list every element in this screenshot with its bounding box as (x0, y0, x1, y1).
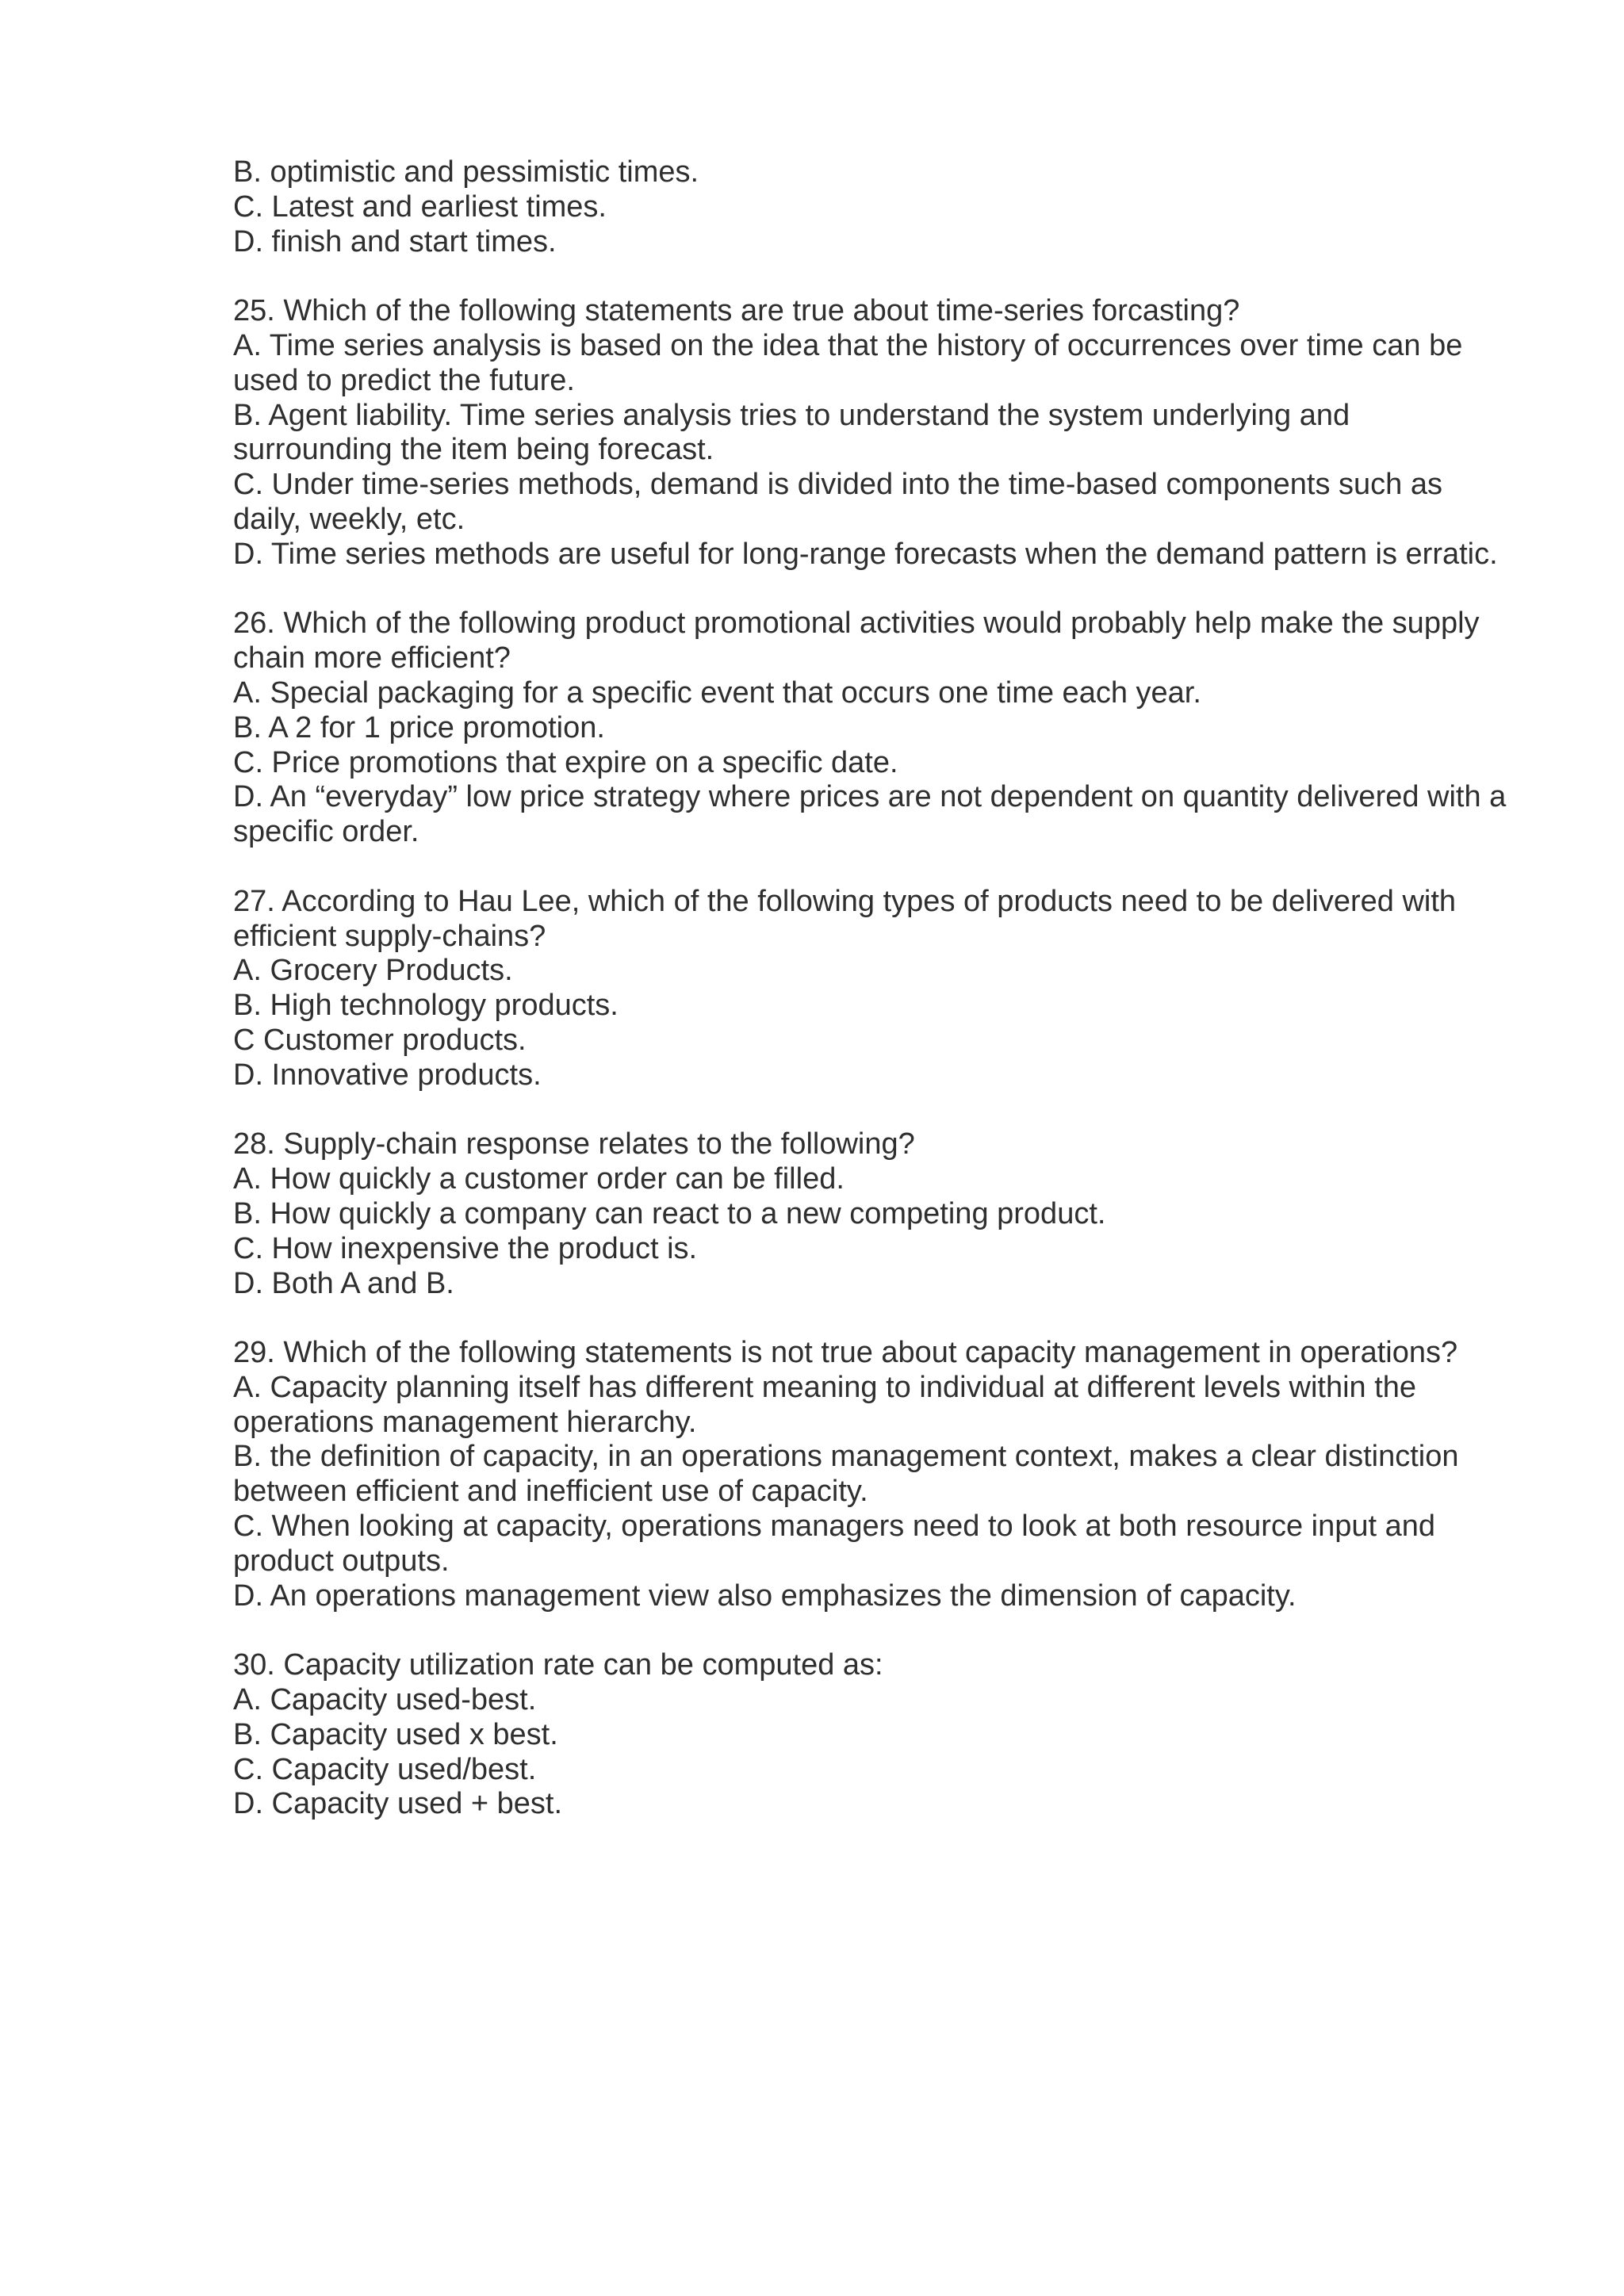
question-26-stem-line-1: 26. Which of the following product promotional activities would probably help make the supply (233, 607, 1480, 641)
question-26-option-c: C. Price promotions that expire on a specific date. (233, 745, 898, 779)
spacer (233, 1093, 1534, 1128)
question-30-option-b: B. Capacity used x best. (233, 1717, 558, 1751)
question-28-option-c: C. How inexpensive the product is. (233, 1231, 698, 1265)
question-28-option-a: A. How quickly a customer order can be filled. (233, 1162, 845, 1196)
spacer (233, 1301, 1534, 1336)
question-30-stem: 30. Capacity utilization rate can be computed as: (233, 1648, 883, 1682)
question-28-option-d: D. Both A and B. (233, 1266, 454, 1300)
question-29-option-d: D. An operations management view also emphasizes the dimension of capacity. (233, 1578, 1297, 1613)
question-29-option-b-line-2: between efficient and inefficient use of capacity. (233, 1475, 868, 1509)
option-b-line: B. optimistic and pessimistic times. (233, 155, 699, 189)
spacer (233, 850, 1534, 885)
question-28-block (233, 1127, 1534, 1301)
question-27-option-b: B. High technology products. (233, 989, 619, 1023)
question-30-option-c: C. Capacity used/best. (233, 1752, 537, 1786)
question-26-stem-line-2: chain more efficient? (233, 641, 511, 675)
question-25-option-d-line-1: D. Time series methods are useful for long-range forecasts when the demand pattern is erratic. (233, 537, 1498, 571)
option-c-line: C. Latest and earliest times. (233, 189, 607, 224)
question-29-option-a-line-1: A. Capacity planning itself has different meaning to individual at different levels within the (233, 1370, 1417, 1404)
document-content (233, 155, 1534, 1822)
spacer (233, 1613, 1534, 1648)
question-25-option-b-line-1: B. Agent liability. Time series analysis tries to understand the system underlying and (233, 398, 1350, 432)
question-25-option-c-line-2: daily, weekly, etc. (233, 502, 465, 536)
question-25-option-a-line-1: A. Time series analysis is based on the idea that the history of occurrences over time can be (233, 328, 1463, 362)
question-25-option-c-line-1: C. Under time-series methods, demand is divided into the time-based components such as (233, 468, 1442, 502)
question-29-option-c-line-1: C. When looking at capacity, operations managers need to look at both resource input and (233, 1510, 1435, 1544)
question-29-option-b-line-1: B. the definition of capacity, in an operations management context, makes a clear distinction (233, 1440, 1459, 1474)
question-25-option-b-line-2: surrounding the item being forecast. (233, 433, 714, 467)
question-26-option-b: B. A 2 for 1 price promotion. (233, 710, 605, 744)
question-27-stem-line-1: 27. According to Hau Lee, which of the following types of products need to be delivered with (233, 884, 1457, 918)
question-28-stem: 28. Supply-chain response relates to the following? (233, 1127, 915, 1161)
question-29-option-c-line-2: product outputs. (233, 1544, 450, 1578)
question-26-option-d-line-2: specific order. (233, 815, 419, 849)
question-27-option-c: C Customer products. (233, 1023, 527, 1057)
question-26-option-a: A. Special packaging for a specific event that occurs one time each year. (233, 675, 1201, 710)
question-29-stem: 29. Which of the following statements is not true about capacity management in operations? (233, 1336, 1458, 1370)
question-27-stem-line-2: efficient supply-chains? (233, 919, 546, 953)
question-27-option-a: A. Grocery Products. (233, 954, 513, 988)
question-29-option-a-line-2: operations management hierarchy. (233, 1405, 697, 1439)
top-options-block (233, 155, 1534, 259)
spacer (233, 259, 1534, 294)
question-25-block (233, 294, 1534, 572)
question-26-block (233, 607, 1534, 850)
option-d-line: D. finish and start times. (233, 224, 557, 258)
question-27-option-d: D. Innovative products. (233, 1058, 542, 1092)
question-30-block (233, 1648, 1534, 1822)
question-26-option-d-line-1: D. An “everyday” low price strategy where prices are not dependent on quantity delivered with a (233, 780, 1507, 814)
question-25-stem-line-1: 25. Which of the following statements are true about time-series forcasting? (233, 294, 1240, 328)
question-27-block (233, 885, 1534, 1093)
question-29-block (233, 1336, 1534, 1613)
spacer (233, 572, 1534, 607)
question-30-option-a: A. Capacity used-best. (233, 1683, 537, 1717)
question-25-option-a-line-2: used to predict the future. (233, 363, 575, 397)
question-30-option-d: D. Capacity used + best. (233, 1787, 563, 1821)
question-28-option-b: B. How quickly a company can react to a new competing product. (233, 1196, 1106, 1230)
